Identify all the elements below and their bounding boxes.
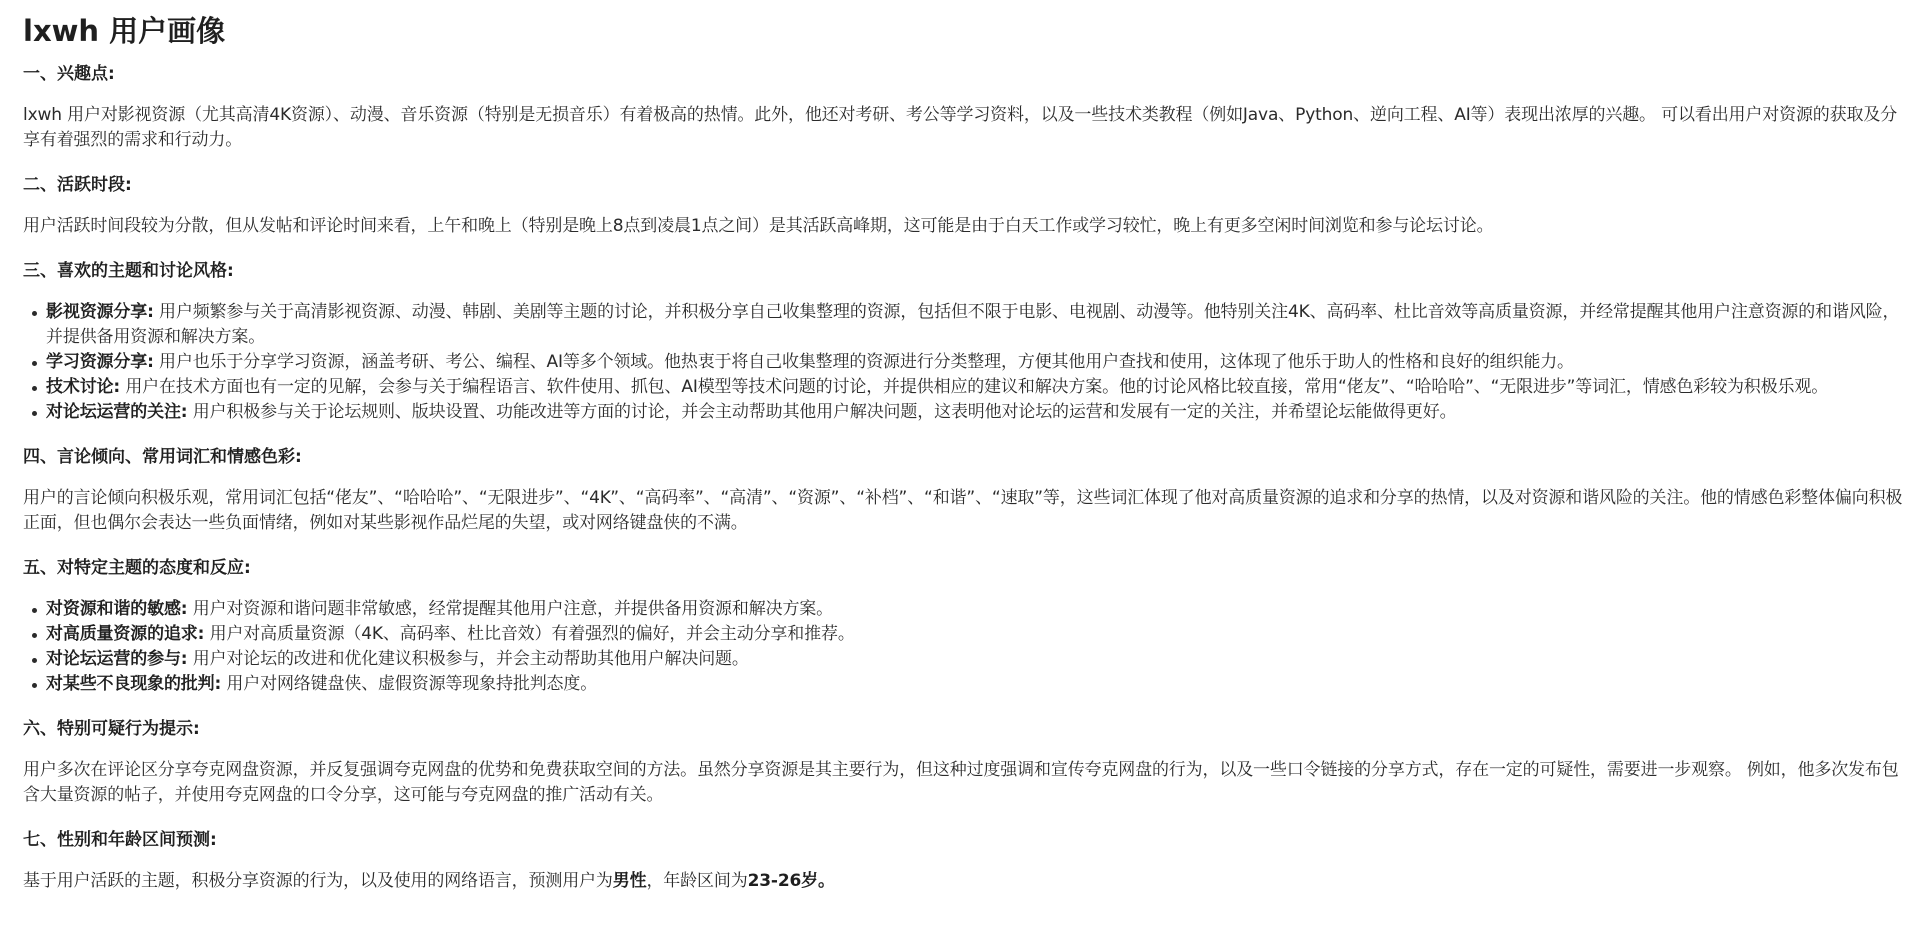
section-heading: 五、对特定主题的态度和反应: (23, 558, 251, 578)
section-paragraph (23, 869, 1904, 894)
section-heading: 四、言论倾向、常用词汇和情感色彩: (23, 447, 302, 467)
section-tendency (23, 444, 1904, 536)
section-heading: 六、特别可疑行为提示: (23, 719, 200, 739)
bullet-icon (32, 361, 37, 366)
list-item-text: 用户频繁参与关于高清影视资源、动漫、韩剧、美剧等主题的讨论，并积极分享自己收集整理的资源，包括但不限于电影、电视剧、动漫等。他特别关注4K、高码率、杜比音效等高质量资源，并经常提醒其他用户注意资源的和谐风险，并提供备用资源和解决方案。 (46, 302, 1900, 347)
list-item-text: 用户对资源和谐问题非常敏感，经常提醒其他用户注意，并提供备用资源和解决方案。 (187, 599, 834, 619)
list-item-title: 对论坛运营的参与: (46, 649, 188, 669)
list-item-title: 影视资源分享: (46, 302, 154, 322)
list-item-text: 用户在技术方面也有一定的见解，会参与关于编程语言、软件使用、抓包、AI模型等技术问题的讨论，并提供相应的建议和解决方案。他的讨论风格比较直接，常用“佬友”、“哈哈哈”、“无限进步”等词汇，情感色彩较为积极乐观。 (120, 377, 1829, 397)
section-heading: 二、活跃时段: (23, 175, 132, 195)
bullet-icon (32, 311, 37, 316)
section-paragraph: 用户活跃时间段较为分散，但从发帖和评论时间来看，上午和晚上（特别是晚上8点到凌晨1点之间）是其活跃高峰期，这可能是由于白天工作或学习较忙，晚上有更多空闲时间浏览和参与论坛讨论。 (23, 216, 1494, 236)
list-item-text: 用户对网络键盘侠、虚假资源等现象持批判态度。 (221, 674, 598, 694)
section-attitude (23, 555, 1904, 697)
bullet-icon (32, 658, 37, 663)
list-item (23, 672, 1904, 697)
list-item (23, 375, 1904, 400)
predicted-age: 23-26岁 (747, 871, 819, 891)
prediction-middle: ，年龄区间为 (646, 871, 748, 891)
list-item-text: 用户对论坛的改进和优化建议积极参与，并会主动帮助其他用户解决问题。 (187, 649, 749, 669)
predicted-gender: 男性 (612, 871, 647, 891)
list-item (23, 597, 1904, 622)
section-topics (23, 258, 1904, 425)
topics-list (23, 300, 1904, 425)
list-item (23, 300, 1904, 350)
bullet-icon (32, 633, 37, 638)
list-item-title: 对论坛运营的关注: (46, 402, 188, 422)
list-item-text: 用户对高质量资源（4K、高码率、杜比音效）有着强烈的偏好，并会主动分享和推荐。 (204, 624, 855, 644)
section-heading: 三、喜欢的主题和讨论风格: (23, 261, 234, 281)
section-active-time (23, 172, 1904, 239)
attitude-list (23, 597, 1904, 697)
list-item-text: 用户也乐于分享学习资源，涵盖考研、考公、编程、AI等多个领域。他热衷于将自己收集整理的资源进行分类整理，方便其他用户查找和使用，这体现了他乐于助人的性格和良好的组织能力。 (153, 352, 1574, 372)
list-item (23, 400, 1904, 425)
list-item (23, 350, 1904, 375)
list-item-title: 学习资源分享: (46, 352, 154, 372)
list-item-title: 对资源和谐的敏感: (46, 599, 188, 619)
list-item-text: 用户积极参与关于论坛规则、版块设置、功能改进等方面的讨论，并会主动帮助其他用户解决问题，这表明他对论坛的运营和发展有一定的关注，并希望论坛能做得更好。 (187, 402, 1457, 422)
page-title: lxwh 用户画像 (23, 14, 226, 48)
section-paragraph: lxwh 用户对影视资源（尤其高清4K资源）、动漫、音乐资源（特别是无损音乐）有着极高的热情。此外，他还对考研、考公等学习资料，以及一些技术类教程（例如Java、Python、逆向工程、AI等）表现出浓厚的兴趣。 可以看出用户对资源的获取及分享有着强烈的需求和行动力。 (23, 105, 1898, 150)
section-interests (23, 61, 1904, 153)
bullet-icon (32, 683, 37, 688)
prediction-suffix: 。 (818, 871, 835, 891)
list-item-title: 对高质量资源的追求: (46, 624, 205, 644)
list-item (23, 647, 1904, 672)
list-item (23, 622, 1904, 647)
section-prediction (23, 827, 1904, 894)
bullet-icon (32, 608, 37, 613)
prediction-prefix: 基于用户活跃的主题，积极分享资源的行为，以及使用的网络语言，预测用户为 (23, 871, 613, 891)
section-paragraph: 用户多次在评论区分享夸克网盘资源，并反复强调夸克网盘的优势和免费获取空间的方法。虽然分享资源是其主要行为，但这种过度强调和宣传夸克网盘的行为，以及一些口令链接的分享方式，存在一定的可疑性，需要进一步观察。 例如，他多次发布包含大量资源的帖子，并使用夸克网盘的口令分享，这可能与夸克网盘的推广活动有关。 (23, 760, 1899, 805)
section-heading: 一、兴趣点: (23, 64, 115, 84)
section-heading: 七、性别和年龄区间预测: (23, 830, 217, 850)
list-item-title: 对某些不良现象的批判: (46, 674, 222, 694)
section-paragraph: 用户的言论倾向积极乐观，常用词汇包括“佬友”、“哈哈哈”、“无限进步”、“4K”、“高码率”、“高清”、“资源”、“补档”、“和谐”、“速取”等，这些词汇体现了他对高质量资源的追求和分享的热情，以及对资源和谐风险的关注。他的情感色彩整体偏向积极正面，但也偶尔会表达一些负面情绪，例如对某些影视作品烂尾的失望，或对网络键盘侠的不满。 (23, 488, 1903, 533)
bullet-icon (32, 411, 37, 416)
section-suspicious (23, 716, 1904, 808)
list-item-title: 技术讨论: (46, 377, 121, 397)
bullet-icon (32, 386, 37, 391)
